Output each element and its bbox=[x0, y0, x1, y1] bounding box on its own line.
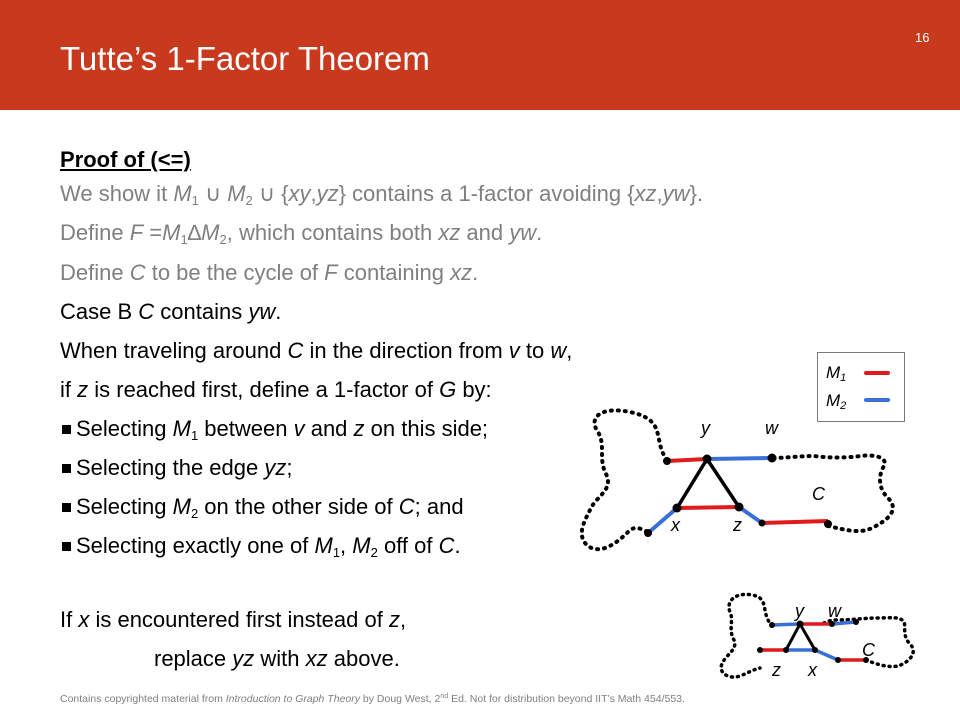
small-vertex-w bbox=[829, 621, 835, 627]
large-label-z: z bbox=[733, 515, 742, 535]
large-vertex-z bbox=[735, 503, 744, 512]
small-label-y: y bbox=[795, 601, 804, 621]
large-label-c: C bbox=[812, 484, 825, 504]
small-vertex bbox=[835, 657, 841, 663]
large-vertex bbox=[663, 457, 671, 465]
large-vertex bbox=[824, 520, 832, 528]
proof-heading: Proof of (<=) bbox=[60, 147, 191, 172]
large-vertex-w bbox=[768, 454, 777, 463]
case-b-line: Case B C contains yw. bbox=[60, 299, 282, 324]
replace-line: replace yz with xz above. bbox=[154, 646, 400, 671]
small-label-x: x bbox=[808, 660, 817, 680]
small-vertex bbox=[757, 647, 763, 653]
large-vertex bbox=[644, 529, 652, 537]
small-vertex bbox=[769, 622, 775, 628]
small-edge-a-m2 bbox=[772, 624, 800, 625]
small-edge-yx bbox=[800, 624, 815, 650]
large-edge-yz bbox=[707, 459, 739, 507]
large-cycle-diagram bbox=[582, 410, 893, 549]
bullet-2-text: Selecting the edge yz; bbox=[76, 455, 293, 480]
large-edge-xz-m1 bbox=[677, 507, 739, 508]
small-label-c: C bbox=[862, 640, 875, 660]
large-edge-vy-m1 bbox=[667, 459, 707, 461]
copyright-footer: Contains copyrighted material from Introduction to Graph Theory by Doug West, 2nd Ed. Not for distribution beyond IIT’s Math 454/553. bbox=[60, 693, 685, 705]
bullet-3-text: Selecting $M_2$ on the other side of C; and bbox=[76, 494, 464, 521]
small-vertex-y bbox=[797, 621, 804, 628]
large-edge-yw-m2 bbox=[707, 458, 772, 459]
large-label-w: w bbox=[765, 418, 778, 438]
large-label-x: x bbox=[671, 515, 680, 535]
small-label-w: w bbox=[828, 601, 841, 621]
small-edge-xc-m2 bbox=[815, 650, 838, 660]
small-edge-wb-m2 bbox=[832, 622, 856, 624]
large-vertex-x bbox=[673, 504, 682, 513]
small-vertex bbox=[853, 619, 859, 625]
if-z-line: if z is reached first, define a 1-factor of G by: bbox=[60, 377, 492, 402]
large-edge-c-m1 bbox=[762, 521, 828, 523]
page-number: 16 bbox=[915, 30, 930, 45]
small-cycle-diagram bbox=[721, 594, 913, 680]
legend-m2-label: $M_2$ bbox=[826, 391, 847, 412]
bullet-4-text: Selecting exactly one of $M_1$, $M_2$ off of C. bbox=[76, 533, 461, 560]
large-label-y: y bbox=[701, 418, 710, 438]
slide-title: Tutte’s 1-Factor Theorem bbox=[60, 40, 430, 77]
proof-line-2: Define $F =M_1\Delta M_2$, which contains both xz and yw. bbox=[60, 220, 543, 247]
small-vertex-x bbox=[812, 647, 818, 653]
traveling-line: When traveling around C in the direction from v to w, bbox=[60, 338, 573, 363]
large-vertex bbox=[759, 520, 766, 527]
legend-m1-label: $M_1$ bbox=[826, 363, 847, 384]
small-vertex-z bbox=[783, 647, 789, 653]
small-cycle-outline bbox=[721, 594, 913, 677]
small-edge-yz bbox=[786, 624, 800, 650]
proof-line-1: We show it $M_1$ ∪ $M_2$ ∪ {xy,yz} contains a 1-factor avoiding {xz,yw}. bbox=[60, 181, 704, 208]
large-vertex-y bbox=[703, 455, 712, 464]
large-edge-yx bbox=[677, 459, 707, 508]
proof-line-3: Define C to be the cycle of F containing xz. bbox=[60, 260, 479, 285]
small-label-z: z bbox=[772, 660, 781, 680]
if-x-line: If x is encountered first instead of z, bbox=[60, 607, 407, 632]
bullet-1-text: Selecting $M_1$ between v and z on this side; bbox=[76, 416, 489, 443]
